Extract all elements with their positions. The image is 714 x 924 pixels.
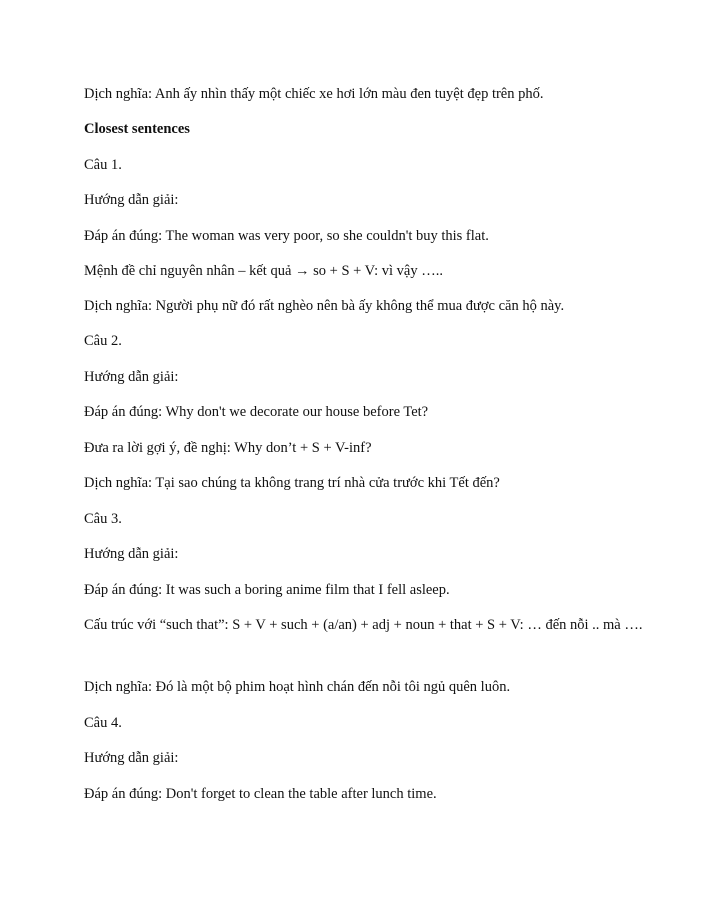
guide-label-1: Hướng dẫn giải: bbox=[84, 192, 179, 208]
question-label-3: Câu 3. bbox=[84, 511, 122, 527]
question-label-2: Câu 2. bbox=[84, 333, 122, 349]
explanation-line-1: Mệnh đề chỉ nguyên nhân – kết quả → so + S + V: vì vậy ….. bbox=[84, 263, 443, 279]
translation-line-1: Dịch nghĩa: Người phụ nữ đó rất nghèo nên bà ấy không thể mua được căn hộ này. bbox=[84, 298, 565, 314]
explanation-line-2: Đưa ra lời gợi ý, đề nghị: Why don’t + S + V-inf? bbox=[84, 440, 372, 456]
question-label-1: Câu 1. bbox=[84, 157, 122, 173]
explanation-line-3: Cấu trúc với “such that”: S + V + such + (a/an) + adj + noun + that + S + V: … đến nỗi .. mà …. bbox=[84, 617, 643, 633]
translation-line-2: Dịch nghĩa: Tại sao chúng ta không trang trí nhà cửa trước khi Tết đến? bbox=[84, 475, 500, 491]
question-label-4: Câu 4. bbox=[84, 715, 122, 731]
answer-line-2: Đáp án đúng: Why don't we decorate our house before Tet? bbox=[84, 404, 429, 420]
answer-line-1: Đáp án đúng: The woman was very poor, so she couldn't buy this flat. bbox=[84, 228, 489, 244]
section-heading-closest-sentences: Closest sentences bbox=[84, 121, 190, 137]
answer-line-4: Đáp án đúng: Don't forget to clean the table after lunch time. bbox=[84, 786, 437, 802]
guide-label-2: Hướng dẫn giải: bbox=[84, 369, 179, 385]
translation-line: Dịch nghĩa: Anh ấy nhìn thấy một chiếc xe hơi lớn màu đen tuyệt đẹp trên phố. bbox=[84, 86, 544, 102]
guide-label-4: Hướng dẫn giải: bbox=[84, 750, 179, 766]
translation-line-3: Dịch nghĩa: Đó là một bộ phim hoạt hình chán đến nỗi tôi ngủ quên luôn. bbox=[84, 679, 511, 695]
guide-label-3: Hướng dẫn giải: bbox=[84, 546, 179, 562]
answer-line-3: Đáp án đúng: It was such a boring anime film that I fell asleep. bbox=[84, 582, 450, 598]
